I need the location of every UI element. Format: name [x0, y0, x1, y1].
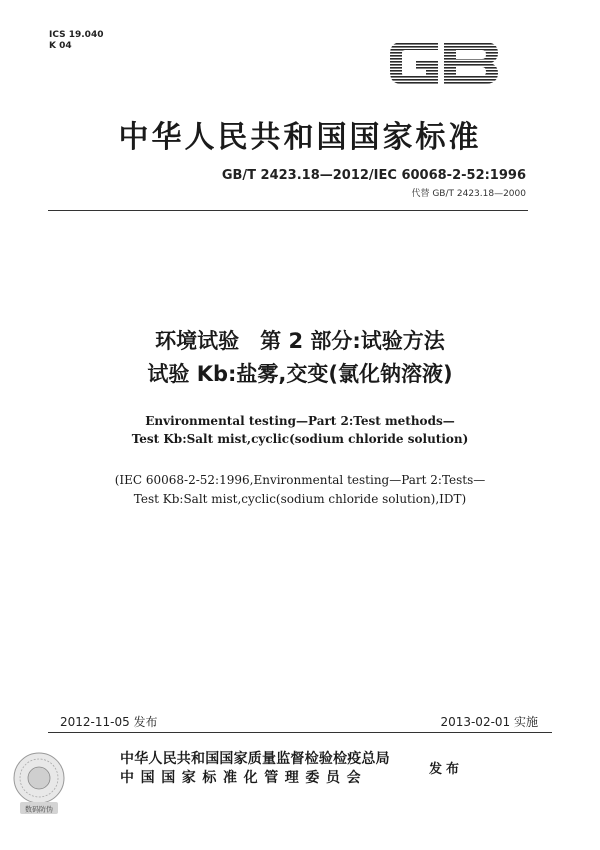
english-title-line-2: Test Kb:Salt mist,cyclic(sodium chloride solution) [131, 432, 469, 446]
anti-counterfeit-seal-icon [10, 748, 68, 818]
chinese-title-line-1: 环境试验 第 2 部分:试验方法 [155, 329, 445, 353]
ics-code-block [49, 30, 103, 52]
ccs-code: K 04 [49, 41, 72, 51]
adoption-note-line-1: (IEC 60068-2-52:1996,Environmental testing—Part 2:Tests— [114, 473, 486, 487]
ics-code: ICS 19.040 [49, 30, 104, 40]
header-divider [48, 210, 528, 211]
implementation-date: 2013-02-01 实施 [440, 715, 538, 729]
english-title-line-1: Environmental testing—Part 2:Test methods— [145, 414, 455, 428]
replaces-standard: 代替 GB/T 2423.18—2000 [411, 189, 526, 199]
seal-label: 数码防伪 [25, 805, 53, 814]
gb-logo [384, 34, 504, 92]
adoption-note-line-2: Test Kb:Salt mist,cyclic(sodium chloride solution),IDT) [133, 492, 467, 506]
issue-date: 2012-11-05 发布 [60, 715, 158, 729]
issuing-authority-1: 中华人民共和国国家质量监督检验检疫总局 [120, 751, 390, 767]
chinese-title-line-2: 试验 Kb:盐雾,交变(氯化钠溶液) [147, 362, 453, 386]
standard-number: GB/T 2423.18—2012/IEC 60068-2-52:1996 [221, 168, 526, 183]
issuing-authority-2: 中国国家标准化管理委员会 [120, 770, 368, 786]
footer-divider [48, 732, 552, 733]
standard-title: 中华人民共和国国家标准 [118, 120, 482, 155]
publish-label: 发布 [429, 762, 464, 777]
